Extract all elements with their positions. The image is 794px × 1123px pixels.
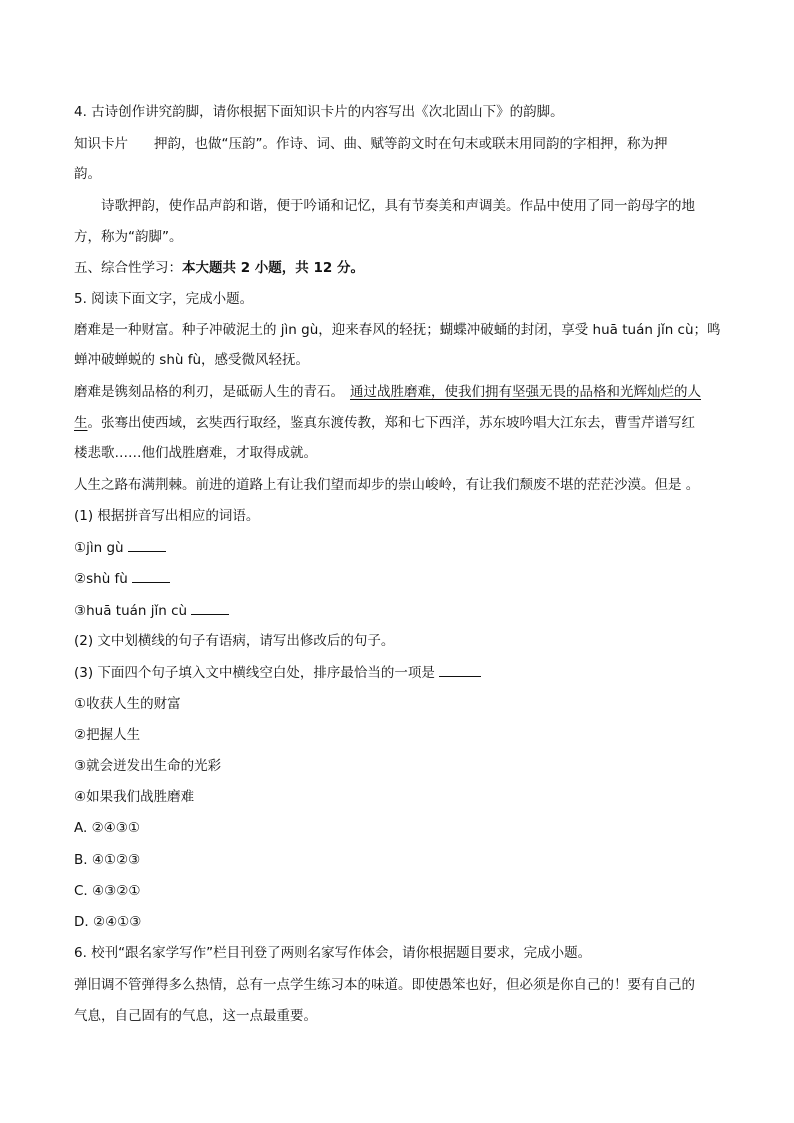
option-a[interactable]: A. ②④③① — [74, 820, 140, 836]
pinyin-a: ①jìn gù — [74, 540, 124, 556]
sub-question-1: (1) 根据拼音写出相应的词语。 — [74, 508, 260, 524]
sub-question-3-text: (3) 下面四个句子填入文中横线空白处，排序最恰当的一项是 — [74, 665, 435, 681]
sub-question-1-item-b — [74, 568, 734, 589]
answer-blank-a[interactable] — [128, 537, 166, 552]
question-4-stem: 4. 古诗创作讲究韵脚，请你根据下面知识卡片的内容写出《次北固山下》的韵脚。 — [74, 104, 564, 120]
paragraph-2-lead: 磨难是镌刻品格的利刃，是砥砺人生的青石。 — [74, 384, 344, 400]
question-5-stem: 5. 阅读下面文字，完成小题。 — [74, 291, 254, 307]
option-d[interactable]: D. ②④①③ — [74, 914, 142, 930]
answer-blank-b[interactable] — [132, 568, 170, 583]
passage-paragraph-2-line-3: 楼悲歌……他们战胜磨难，才取得成就。 — [74, 445, 317, 461]
sentence-1: ①收获人生的财富 — [74, 696, 181, 712]
section-5-heading — [74, 258, 734, 278]
sub-question-1-item-c — [74, 600, 734, 621]
knowledge-card-line-2: 韵。 — [74, 166, 101, 182]
section-5-label: 五、综合性学习： — [74, 260, 182, 276]
paragraph-2-line-2-text: 。张骞出使西域，玄奘西行取经，鉴真东渡传教，郑和七下西洋，苏东坡吟唱大江东去，曹雪芹谱写红 — [87, 415, 695, 431]
question-6-passage-line-2: 气息，自己固有的气息，这一点最重要。 — [74, 1008, 317, 1024]
knowledge-card-line-3: 诗歌押韵，使作品声韵和谐，便于吟诵和记忆，具有节奏美和声调美。作品中使用了同一韵母字的地 — [101, 198, 695, 214]
passage-paragraph-2-line-1 — [74, 382, 734, 402]
knowledge-card-line-1 — [74, 134, 734, 154]
passage-paragraph-1-line-1: 磨难是一种财富。种子冲破泥土的 jìn gù，迎来春风的轻抚；蝴蝶冲破蛹的封闭，享受 huā tuán jǐn cù；鸣 — [74, 322, 721, 338]
passage-paragraph-2-line-2 — [74, 413, 734, 433]
answer-blank-c[interactable] — [191, 600, 229, 615]
knowledge-card-label: 知识卡片 — [74, 136, 128, 152]
sub-question-3 — [74, 662, 734, 683]
sub-question-1-item-a — [74, 537, 734, 558]
answer-blank-3[interactable] — [439, 662, 481, 677]
sentence-2: ②把握人生 — [74, 727, 141, 743]
question-6-passage-line-1: 弹旧调不管弹得多么热情，总有一点学生练习本的味道。即使愚笨也好，但必须是你自己的！要有自己的 — [74, 977, 695, 993]
underlined-sentence: 通过战胜磨难，使我们拥有坚强无畏的品格和光辉灿烂的人 — [350, 384, 701, 400]
sentence-3: ③就会迸发出生命的光彩 — [74, 758, 222, 774]
passage-paragraph-1-line-2: 蝉冲破蝉蜕的 shù fù，感受微风轻抚。 — [74, 352, 310, 368]
pinyin-c: ③huā tuán jǐn cù — [74, 603, 188, 619]
knowledge-card-line-4: 方，称为“韵脚”。 — [74, 229, 183, 245]
section-5-description: 本大题共 2 小题，共 12 分。 — [182, 260, 364, 276]
option-b[interactable]: B. ④①②③ — [74, 852, 141, 868]
pinyin-b: ②shù fù — [74, 571, 128, 587]
underlined-sentence-end: 生 — [74, 415, 88, 431]
sentence-4: ④如果我们战胜磨难 — [74, 789, 195, 805]
sub-question-2: (2) 文中划横线的句子有语病，请写出修改后的句子。 — [74, 633, 395, 649]
passage-paragraph-3: 人生之路布满荆棘。前进的道路上有让我们望而却步的崇山峻岭，有让我们颓废不堪的茫茫沙漠。但是 。 — [74, 477, 700, 493]
option-c[interactable]: C. ④③②① — [74, 883, 141, 899]
knowledge-card-text-1: 押韵，也做“压韵”。作诗、词、曲、赋等韵文时在句末或联末用同韵的字相押，称为押 — [154, 136, 668, 152]
question-6-stem: 6. 校刊“跟名家学写作”栏目刊登了两则名家写作体会，请你根据题目要求，完成小题。 — [74, 945, 592, 961]
